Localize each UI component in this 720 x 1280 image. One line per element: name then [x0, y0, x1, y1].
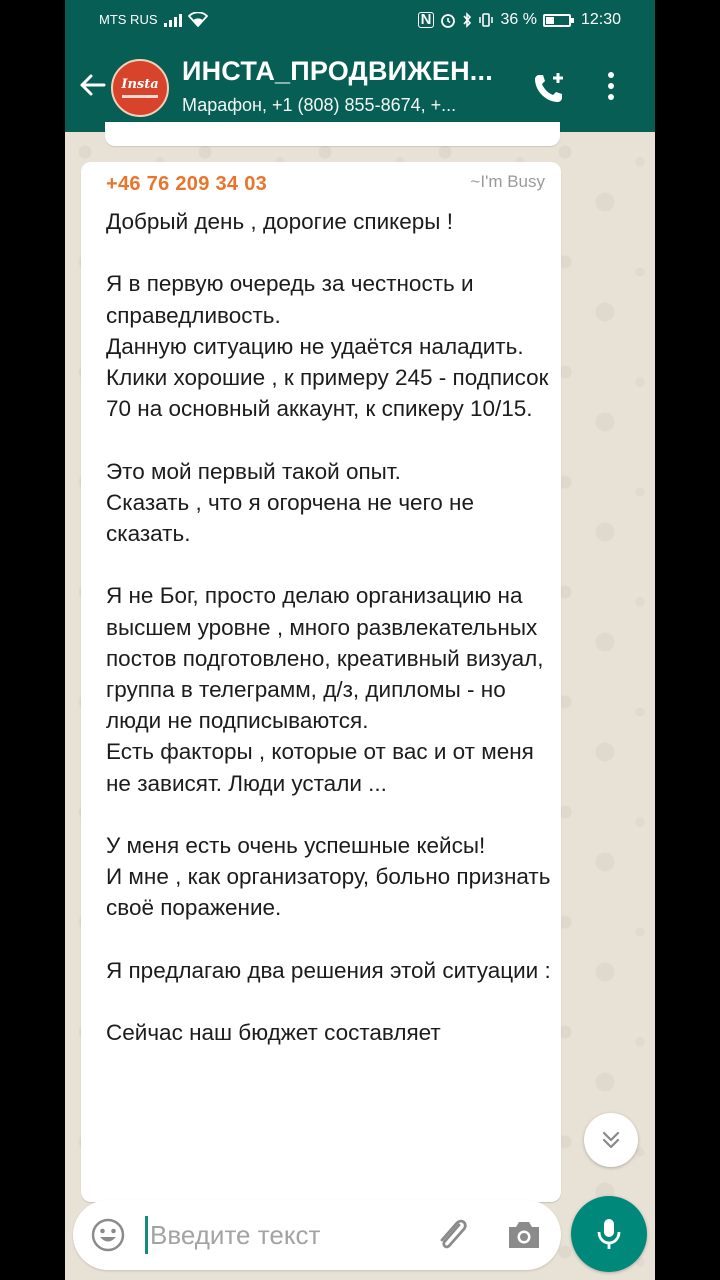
emoji-icon[interactable]	[90, 1217, 126, 1253]
mic-icon	[594, 1216, 624, 1252]
carrier-label: MTS RUS	[99, 12, 158, 27]
sender-status: ~I'm Busy	[470, 172, 545, 191]
previous-message-bubble	[105, 122, 560, 146]
message-bubble[interactable]	[81, 162, 561, 1202]
group-avatar[interactable]	[111, 59, 169, 117]
bluetooth-icon	[462, 12, 472, 28]
status-right	[418, 11, 621, 29]
battery-percent: 36 %	[500, 11, 537, 28]
camera-icon[interactable]	[505, 1217, 543, 1253]
nfc-icon: N	[418, 12, 435, 28]
arrow-left-icon[interactable]	[77, 70, 107, 100]
alarm-icon	[440, 12, 456, 28]
clock: 12:30	[580, 11, 621, 28]
wifi-icon	[188, 12, 208, 27]
chat-participants[interactable]: Марафон, +1 (808) 855-8674, +...	[182, 95, 457, 115]
message-compose-bar	[73, 1200, 561, 1270]
double-chevron-down-icon	[600, 1129, 622, 1151]
status-left	[99, 12, 208, 27]
paperclip-icon[interactable]	[433, 1215, 471, 1255]
mic-button[interactable]	[571, 1196, 647, 1272]
chat-title[interactable]: ИНСТА_ПРОДВИЖЕН...	[182, 56, 493, 86]
chat-screen	[65, 0, 655, 1280]
sender-phone[interactable]: +46 76 209 34 03	[106, 173, 268, 195]
avatar-logo-text: Insta	[121, 77, 159, 92]
signal-icon	[164, 13, 182, 27]
add-call-icon[interactable]	[531, 70, 567, 106]
message-input[interactable]	[145, 1216, 415, 1254]
chat-header	[65, 42, 655, 132]
status-bar	[65, 0, 655, 42]
more-vert-icon[interactable]	[605, 72, 617, 104]
vibrate-icon	[478, 12, 494, 28]
scroll-down-button[interactable]	[584, 1113, 638, 1167]
avatar-logo-underline	[122, 95, 158, 98]
message-text: Добрый день , дорогие спикеры ! Я в первую очередь за честность и справедливость. Данную ситуацию не удаётся наладить. Клики хорошие , к примеру 245 - подписок 70 на основный аккаунт, к спикеру 10/15. Это мой первый такой опыт. Сказать , что я огорчена не чего не сказать. Я не Бог, просто делаю организацию на высшем уровне , много развлекательных постов подготовлено, креативный визуал, группа в телеграмм, д/з, дипломы - но люди не подписываются. Есть факторы , которые от вас и от меня не зависят. Люди устали ... У меня есть очень успешные кейсы! И мне , как организатору, больно признать своё поражение. Я предлагаю два решения этой ситуации : Сейчас наш бюджет составляет	[106, 209, 551, 1046]
battery-icon	[543, 14, 571, 27]
